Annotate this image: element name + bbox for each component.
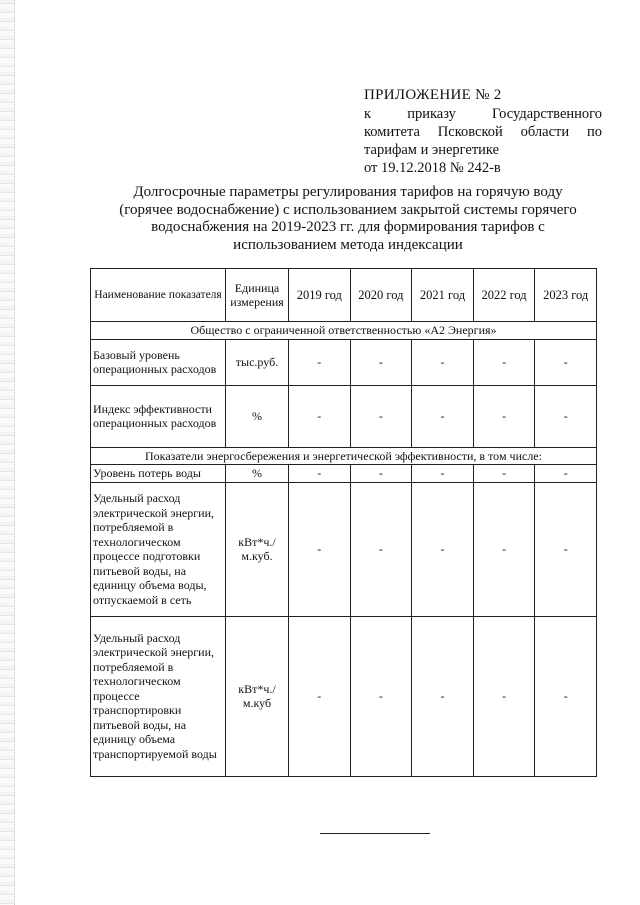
- table-row: [91, 482, 597, 616]
- row-value: -: [412, 465, 474, 483]
- row-value: -: [535, 465, 597, 483]
- row-value: -: [289, 616, 351, 776]
- parameters-table: [90, 268, 597, 777]
- row-value: -: [535, 339, 597, 385]
- row-value: -: [473, 482, 535, 616]
- appendix-line-3: тарифам и энергетике: [364, 142, 500, 158]
- appendix-line-4: от 19.12.2018 № 242-в: [364, 160, 501, 176]
- appendix-line-1: к приказу Государственного: [364, 106, 602, 122]
- row-value: -: [412, 339, 474, 385]
- table-row: [91, 339, 597, 385]
- header-name: Наименование показателя: [91, 269, 226, 322]
- scan-edge: [0, 0, 15, 905]
- row-value: -: [535, 616, 597, 776]
- row-name: Уровень потерь воды: [91, 465, 226, 483]
- row-value: -: [289, 385, 351, 447]
- row-value: -: [289, 339, 351, 385]
- row-name: Удельный расход электрической энергии, потребляемой в технологическом процессе транспортировки питьевой воды, на единицу объема транспортируемой воды: [91, 616, 226, 776]
- appendix-block: [364, 86, 602, 177]
- row-value: -: [535, 385, 597, 447]
- section-row: [91, 322, 597, 340]
- row-value: -: [350, 465, 412, 483]
- row-value: -: [350, 482, 412, 616]
- section-row: [91, 447, 597, 465]
- row-value: -: [535, 482, 597, 616]
- row-value: -: [473, 465, 535, 483]
- row-unit: кВт*ч./м.куб.: [226, 482, 289, 616]
- row-unit: %: [226, 465, 289, 483]
- table-row: [91, 385, 597, 447]
- row-value: -: [412, 482, 474, 616]
- row-value: -: [289, 482, 351, 616]
- document-title: Долгосрочные параметры регулирования тарифов на горячую воду (горячее водоснабжение) с использованием закрытой системы горячего водоснабжения на 2019-2023 гг. для формирования тарифов с использованием метода индексации: [119, 184, 577, 253]
- row-value: -: [412, 616, 474, 776]
- row-unit: тыс.руб.: [226, 339, 289, 385]
- row-value: -: [289, 465, 351, 483]
- row-unit: %: [226, 385, 289, 447]
- row-unit: кВт*ч./м.куб: [226, 616, 289, 776]
- row-value: -: [412, 385, 474, 447]
- section-energy-saving: Показатели энергосбережения и энергетической эффективности, в том числе:: [91, 447, 597, 465]
- row-value: -: [350, 616, 412, 776]
- table-row: [91, 616, 597, 776]
- closing-line: [320, 833, 430, 834]
- row-name: Индекс эффективности операционных расходов: [91, 385, 226, 447]
- row-name: Удельный расход электрической энергии, потребляемой в технологическом процессе подготовки питьевой воды, на единицу объема воды, отпускаемой в сеть: [91, 482, 226, 616]
- header-year-2023: 2023 год: [535, 269, 597, 322]
- header-year-2022: 2022 год: [473, 269, 535, 322]
- row-name: Базовый уровень операционных расходов: [91, 339, 226, 385]
- appendix-line-2: комитета Псковской области по: [364, 124, 602, 140]
- row-value: -: [473, 616, 535, 776]
- row-value: -: [473, 339, 535, 385]
- table-header-row: [91, 269, 597, 322]
- section-organization: Общество с ограниченной ответственностью «А2 Энергия»: [91, 322, 597, 340]
- row-value: -: [350, 339, 412, 385]
- header-year-2019: 2019 год: [289, 269, 351, 322]
- header-year-2021: 2021 год: [412, 269, 474, 322]
- row-value: -: [473, 385, 535, 447]
- header-year-2020: 2020 год: [350, 269, 412, 322]
- header-unit: Единица измерения: [226, 269, 289, 322]
- appendix-number: ПРИЛОЖЕНИЕ № 2: [364, 87, 502, 103]
- row-value: -: [350, 385, 412, 447]
- table-row: [91, 465, 597, 483]
